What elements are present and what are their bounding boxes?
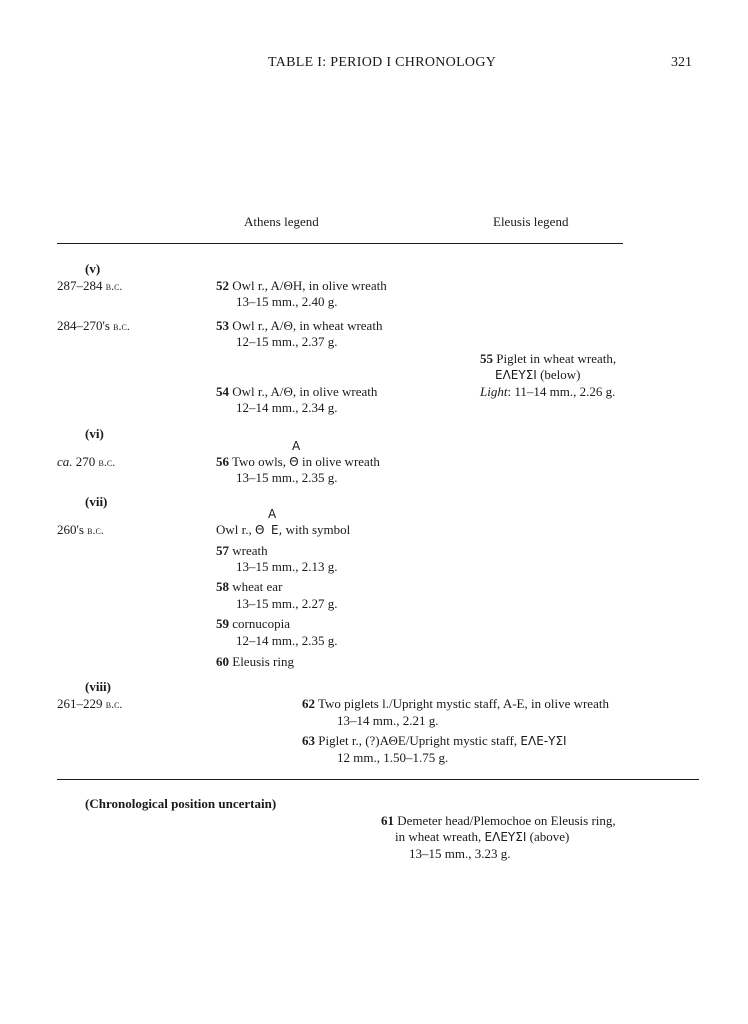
entry-description-cont: in olive wreath <box>301 454 380 469</box>
entry-number: 58 <box>216 579 229 594</box>
entry-61 <box>381 812 616 829</box>
entry-59-meta: 12–14 mm., 2.35 g. <box>236 633 338 648</box>
entry-number: 53 <box>216 318 229 333</box>
period-v-date-1 <box>57 277 122 295</box>
entry-description: Owl r., A/Θ, in wheat wreath <box>232 318 383 333</box>
entry-measure: : 11–14 mm., 2.26 g. <box>507 384 616 399</box>
period-v-label: (v) <box>85 261 101 276</box>
header-rule <box>57 243 623 244</box>
legend-position: (below) <box>540 367 581 382</box>
entry-55-legend <box>495 366 581 384</box>
entry-57 <box>216 542 268 559</box>
entry-52-meta: 13–15 mm., 2.40 g. <box>236 294 338 309</box>
greek-legend: ΕΛΕΥΣΙ <box>495 368 537 382</box>
entry-description: Owl r., A/ΘH, in olive wreath <box>232 278 387 293</box>
entry-57-meta: 13–15 mm., 2.13 g. <box>236 559 338 574</box>
entry-63-meta: 12 mm., 1.50–1.75 g. <box>337 750 449 765</box>
entry-description: Piglet r., (?)ΑΘΕ/Upright mystic staff, <box>318 733 518 748</box>
uncertain-heading: (Chronological position uncertain) <box>85 796 277 811</box>
entry-number: 56 <box>216 454 229 469</box>
legend-position: (above) <box>529 829 570 844</box>
entry-description: Eleusis ring <box>232 654 294 669</box>
entry-number: 57 <box>216 543 229 558</box>
entry-number: 59 <box>216 616 229 631</box>
period-viii-label: (viii) <box>85 679 111 694</box>
entry-53 <box>216 317 382 334</box>
running-head: TABLE I: PERIOD I CHRONOLOGY <box>268 55 497 70</box>
period-viii-date <box>57 695 122 713</box>
period-vi-date <box>57 453 115 471</box>
entry-description: Two piglets l./Upright mystic staff, A-E, in olive wreath <box>318 696 609 711</box>
entry-description: Demeter head/Plemochoe on Eleusis ring, <box>397 813 616 828</box>
entry-63 <box>302 732 567 750</box>
entry-61-line2 <box>395 828 569 846</box>
footer-rule <box>57 779 699 780</box>
period-vi-label: (vi) <box>85 426 104 441</box>
bc-label: b.c. <box>87 523 104 537</box>
entry-number: 52 <box>216 278 229 293</box>
circa-label: ca. <box>57 454 73 469</box>
entry-55 <box>480 350 616 367</box>
entry-55-meta <box>480 383 615 400</box>
entry-62-meta: 13–14 mm., 2.21 g. <box>337 713 439 728</box>
entry-59 <box>216 615 290 632</box>
bc-label: b.c. <box>113 319 130 333</box>
date-range: 261–229 <box>57 696 103 711</box>
entry-description: Owl r., A/Θ, in olive wreath <box>232 384 378 399</box>
entry-number: 62 <box>302 696 315 711</box>
theta-monogram: Θ <box>289 455 299 469</box>
date-year: 270 <box>75 454 96 469</box>
entry-58-meta: 13–15 mm., 2.27 g. <box>236 596 338 611</box>
owl-with-symbol <box>216 521 350 539</box>
date-range: 284–270's <box>57 318 110 333</box>
entry-58 <box>216 578 282 595</box>
entry-number: 55 <box>480 351 493 366</box>
greek-legend: ΕΛΕΥΣΙ <box>484 830 527 844</box>
entry-52 <box>216 277 387 294</box>
page-number: 321 <box>671 55 692 70</box>
eleusis-legend-header: Eleusis legend <box>493 214 569 229</box>
greek-legend: ΕΛΕ-ΥΣΙ <box>520 734 567 748</box>
e-letter: E, <box>270 523 283 537</box>
bc-label: b.c. <box>105 697 123 711</box>
entry-description: wreath <box>232 543 268 558</box>
entry-number: 63 <box>302 733 315 748</box>
entry-56-meta: 13–15 mm., 2.35 g. <box>236 470 338 485</box>
entry-56-superscript: A <box>292 439 301 453</box>
light-label: Light <box>480 384 508 399</box>
entry-60 <box>216 653 294 670</box>
entry-number: 54 <box>216 384 229 399</box>
entry-61-meta: 13–15 mm., 3.23 g. <box>409 846 511 861</box>
bc-label: b.c. <box>98 455 116 469</box>
date-range: 260's <box>57 522 84 537</box>
entry-description: Piglet in wheat wreath, <box>496 351 617 366</box>
period-vii-date <box>57 521 104 539</box>
entry-62 <box>302 695 609 712</box>
period-vii-label: (vii) <box>85 494 108 509</box>
entry-description: wheat ear <box>232 579 283 594</box>
entry-description: cornucopia <box>232 616 291 631</box>
entry-54 <box>216 383 377 400</box>
theta-monogram: Θ <box>255 523 265 537</box>
entry-54-meta: 12–14 mm., 2.34 g. <box>236 400 338 415</box>
entry-53-meta: 12–15 mm., 2.37 g. <box>236 334 338 349</box>
entry-number: 60 <box>216 654 229 669</box>
bc-label: b.c. <box>105 279 123 293</box>
period-v-date-2 <box>57 317 130 335</box>
owl-description-cont: with symbol <box>285 522 351 537</box>
owl-description: Owl r., <box>216 522 252 537</box>
date-range: 287–284 <box>57 278 103 293</box>
entry-description: Two owls, <box>232 454 286 469</box>
entry-number: 61 <box>381 813 394 828</box>
owl-superscript: A <box>268 507 277 521</box>
entry-description-cont: in wheat wreath, <box>395 829 482 844</box>
athens-legend-header: Athens legend <box>244 214 319 229</box>
